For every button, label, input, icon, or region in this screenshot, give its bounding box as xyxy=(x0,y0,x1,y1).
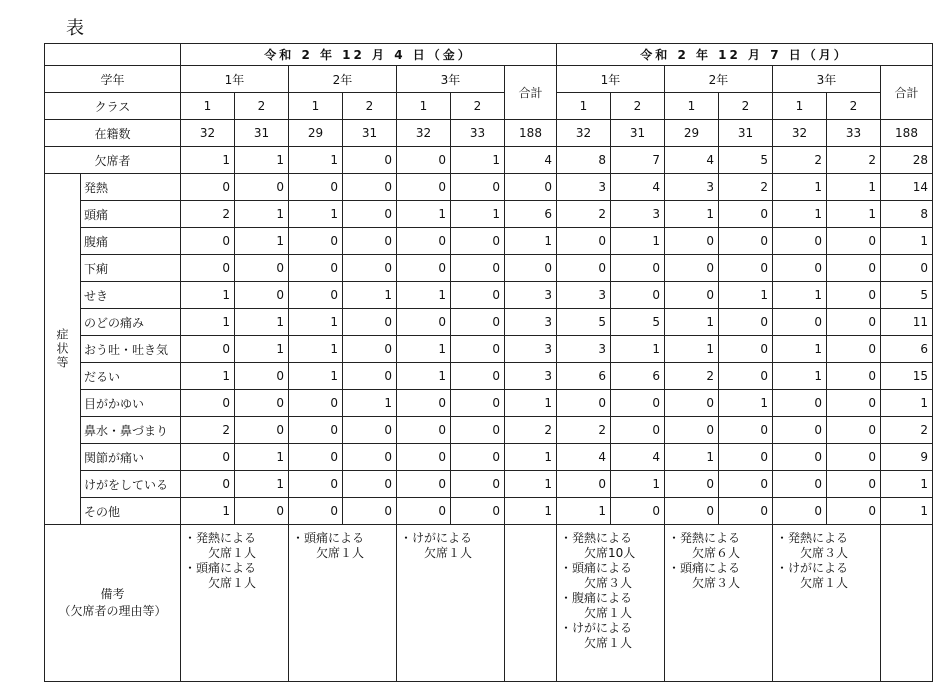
symptom-cell: 0 xyxy=(451,282,505,309)
symptom-cell: 3 xyxy=(665,174,719,201)
symptom-row xyxy=(45,255,933,282)
symptom-row xyxy=(45,444,933,471)
symptom-cell: 0 xyxy=(773,444,827,471)
symptom-cell: 3 xyxy=(557,336,611,363)
symptom-cell: 0 xyxy=(451,498,505,525)
symptom-total: 14 xyxy=(881,174,933,201)
symptom-cell: 2 xyxy=(665,363,719,390)
symptom-total: 2 xyxy=(505,417,557,444)
symptom-cell: 1 xyxy=(773,174,827,201)
symptom-cell: 0 xyxy=(451,309,505,336)
symptom-cell: 0 xyxy=(181,228,235,255)
symptom-cell: 5 xyxy=(557,309,611,336)
symptom-row xyxy=(45,174,933,201)
symptom-cell: 6 xyxy=(557,363,611,390)
enrollment-cell: 29 xyxy=(289,120,343,147)
symptom-row xyxy=(45,201,933,228)
symptom-cell: 0 xyxy=(343,255,397,282)
symptom-cell: 0 xyxy=(343,363,397,390)
class-cell: 2 xyxy=(827,93,881,120)
absent-cell: 2 xyxy=(773,147,827,174)
symptom-cell: 1 xyxy=(665,201,719,228)
symptom-cell: 0 xyxy=(397,255,451,282)
symptom-total: 1 xyxy=(881,228,933,255)
grade-row xyxy=(45,66,933,93)
symptom-cell: 0 xyxy=(719,498,773,525)
symptom-cell: 0 xyxy=(343,336,397,363)
date-day1: 令和 2 年 12 月 4 日（金） xyxy=(181,44,557,66)
grade-header: 1年 xyxy=(557,66,665,93)
symptom-cell: 0 xyxy=(665,255,719,282)
enrollment-total: 188 xyxy=(505,120,557,147)
symptom-cell: 0 xyxy=(665,390,719,417)
symptom-cell: 4 xyxy=(611,174,665,201)
symptom-cell: 0 xyxy=(773,255,827,282)
symptom-row xyxy=(45,309,933,336)
enrollment-cell: 32 xyxy=(557,120,611,147)
symptom-cell: 0 xyxy=(181,471,235,498)
symptom-cell: 1 xyxy=(397,201,451,228)
symptom-cell: 0 xyxy=(235,363,289,390)
class-cell: 1 xyxy=(665,93,719,120)
remark-cell: ・発熱による 欠席３人 ・けがによる 欠席１人 xyxy=(773,525,881,682)
symptom-cell: 0 xyxy=(397,471,451,498)
symptom-cell: 1 xyxy=(289,363,343,390)
symptom-cell: 0 xyxy=(343,201,397,228)
symptom-cell: 1 xyxy=(235,336,289,363)
symptom-cell: 0 xyxy=(827,309,881,336)
symptom-cell: 1 xyxy=(235,201,289,228)
remarks-label xyxy=(45,525,181,682)
symptom-cell: 3 xyxy=(557,282,611,309)
symptom-cell: 0 xyxy=(827,417,881,444)
symptom-cell: 0 xyxy=(397,417,451,444)
symptom-cell: 0 xyxy=(289,228,343,255)
symptom-cell: 0 xyxy=(611,255,665,282)
class-cell: 2 xyxy=(235,93,289,120)
symptom-cell: 2 xyxy=(557,417,611,444)
symptom-cell: 5 xyxy=(611,309,665,336)
symptom-cell: 0 xyxy=(719,309,773,336)
absent-cell: 2 xyxy=(827,147,881,174)
symptom-cell: 0 xyxy=(181,390,235,417)
symptom-cell: 0 xyxy=(289,498,343,525)
symptom-cell: 1 xyxy=(773,282,827,309)
symptom-cell: 0 xyxy=(557,255,611,282)
symptom-cell: 0 xyxy=(235,282,289,309)
symptom-cell: 0 xyxy=(665,282,719,309)
remark-cell: ・発熱による 欠席10人 ・頭痛による 欠席３人 ・腹痛による 欠席１人 ・けがによる 欠席１人 xyxy=(557,525,665,682)
symptom-cell: 0 xyxy=(719,363,773,390)
date-row xyxy=(45,44,933,66)
symptom-cell: 0 xyxy=(343,444,397,471)
symptom-cell: 1 xyxy=(611,228,665,255)
grade-header: 2年 xyxy=(289,66,397,93)
symptom-cell: 1 xyxy=(611,471,665,498)
class-row xyxy=(45,93,933,120)
symptom-cell: 1 xyxy=(397,336,451,363)
enrollment-cell: 32 xyxy=(181,120,235,147)
grade-header: 1年 xyxy=(181,66,289,93)
symptom-cell: 0 xyxy=(827,390,881,417)
symptom-cell: 0 xyxy=(289,255,343,282)
absent-label: 欠席者 xyxy=(45,147,181,174)
symptom-total: 3 xyxy=(505,282,557,309)
class-label: クラス xyxy=(45,93,181,120)
symptom-cell: 0 xyxy=(719,417,773,444)
symptom-cell: 0 xyxy=(181,444,235,471)
symptom-cell: 0 xyxy=(235,390,289,417)
symptom-cell: 1 xyxy=(289,201,343,228)
class-cell: 2 xyxy=(611,93,665,120)
symptom-cell: 1 xyxy=(181,309,235,336)
class-cell: 2 xyxy=(343,93,397,120)
symptom-cell: 1 xyxy=(235,471,289,498)
symptom-cell: 1 xyxy=(343,282,397,309)
symptom-cell: 0 xyxy=(557,228,611,255)
class-cell: 1 xyxy=(397,93,451,120)
symptom-cell: 0 xyxy=(773,309,827,336)
absent-cell: 8 xyxy=(557,147,611,174)
symptom-cell: 0 xyxy=(289,390,343,417)
enrollment-cell: 31 xyxy=(719,120,773,147)
absent-cell: 1 xyxy=(235,147,289,174)
enrollment-total: 188 xyxy=(881,120,933,147)
remark-cell xyxy=(505,525,557,682)
enrollment-cell: 29 xyxy=(665,120,719,147)
symptom-total: 1 xyxy=(505,228,557,255)
symptom-cell: 1 xyxy=(397,282,451,309)
symptom-cell: 1 xyxy=(773,201,827,228)
symptom-cell: 1 xyxy=(397,363,451,390)
symptom-cell: 0 xyxy=(611,417,665,444)
remark-cell: ・けがによる 欠席１人 xyxy=(397,525,505,682)
symptom-label: けがをしている xyxy=(81,471,181,498)
symptom-cell: 0 xyxy=(611,282,665,309)
symptom-total: 11 xyxy=(881,309,933,336)
symptom-total: 3 xyxy=(505,363,557,390)
symptom-cell: 0 xyxy=(773,498,827,525)
remark-cell: ・頭痛による 欠席１人 xyxy=(289,525,397,682)
symptom-total: 2 xyxy=(881,417,933,444)
symptom-cell: 0 xyxy=(235,174,289,201)
symptom-total: 0 xyxy=(505,255,557,282)
enrollment-cell: 33 xyxy=(827,120,881,147)
symptom-cell: 0 xyxy=(397,390,451,417)
symptom-total: 5 xyxy=(881,282,933,309)
symptom-cell: 0 xyxy=(343,417,397,444)
symptom-cell: 0 xyxy=(181,336,235,363)
symptom-cell: 3 xyxy=(557,174,611,201)
symptom-cell: 0 xyxy=(181,255,235,282)
symptom-total: 8 xyxy=(881,201,933,228)
symptom-cell: 0 xyxy=(665,471,719,498)
symptom-cell: 0 xyxy=(289,174,343,201)
grade-header: 3年 xyxy=(397,66,505,93)
date-day2: 令和 2 年 12 月 7 日（月） xyxy=(557,44,933,66)
symptom-label: 鼻水・鼻づまり xyxy=(81,417,181,444)
symptom-cell: 0 xyxy=(719,228,773,255)
symptom-cell: 0 xyxy=(611,390,665,417)
symptom-cell: 0 xyxy=(181,174,235,201)
symptom-cell: 0 xyxy=(827,498,881,525)
symptom-cell: 0 xyxy=(827,363,881,390)
symptom-cell: 2 xyxy=(181,417,235,444)
grade-label: 学年 xyxy=(45,66,181,93)
symptom-cell: 0 xyxy=(289,444,343,471)
symptom-cell: 1 xyxy=(827,201,881,228)
symptom-cell: 1 xyxy=(289,336,343,363)
symptom-label: 目がかゆい xyxy=(81,390,181,417)
symptom-cell: 2 xyxy=(719,174,773,201)
symptom-total: 3 xyxy=(505,309,557,336)
absent-cell: 0 xyxy=(397,147,451,174)
enrollment-cell: 33 xyxy=(451,120,505,147)
total-header: 合計 xyxy=(505,66,557,120)
symptom-label: せき xyxy=(81,282,181,309)
symptom-cell: 1 xyxy=(719,282,773,309)
symptom-cell: 0 xyxy=(235,255,289,282)
symptom-cell: 0 xyxy=(397,228,451,255)
symptom-cell: 0 xyxy=(665,417,719,444)
symptoms-group-label: 症状等 xyxy=(45,174,81,525)
symptom-cell: 0 xyxy=(451,174,505,201)
symptom-cell: 0 xyxy=(451,228,505,255)
absent-total: 28 xyxy=(881,147,933,174)
absent-cell: 1 xyxy=(181,147,235,174)
symptom-cell: 0 xyxy=(719,255,773,282)
symptom-label: のどの痛み xyxy=(81,309,181,336)
symptom-cell: 1 xyxy=(181,282,235,309)
enrollment-cell: 32 xyxy=(773,120,827,147)
symptom-cell: 0 xyxy=(235,498,289,525)
absence-table xyxy=(44,43,933,682)
symptom-cell: 0 xyxy=(397,444,451,471)
symptom-cell: 0 xyxy=(827,444,881,471)
symptom-cell: 4 xyxy=(557,444,611,471)
grade-header: 2年 xyxy=(665,66,773,93)
symptom-cell: 3 xyxy=(611,201,665,228)
class-cell: 1 xyxy=(181,93,235,120)
symptom-cell: 0 xyxy=(451,390,505,417)
symptom-cell: 2 xyxy=(181,201,235,228)
symptom-cell: 1 xyxy=(181,363,235,390)
symptom-cell: 0 xyxy=(827,336,881,363)
symptom-cell: 0 xyxy=(611,498,665,525)
symptom-cell: 0 xyxy=(827,228,881,255)
absent-cell: 1 xyxy=(451,147,505,174)
symptom-total: 1 xyxy=(505,471,557,498)
symptom-row xyxy=(45,390,933,417)
symptom-cell: 0 xyxy=(451,363,505,390)
symptom-total: 15 xyxy=(881,363,933,390)
symptom-label: 発熱 xyxy=(81,174,181,201)
symptom-cell: 0 xyxy=(451,255,505,282)
symptom-cell: 2 xyxy=(557,201,611,228)
symptom-cell: 1 xyxy=(181,498,235,525)
symptom-cell: 0 xyxy=(557,471,611,498)
symptom-total: 6 xyxy=(505,201,557,228)
symptom-cell: 0 xyxy=(665,498,719,525)
symptom-cell: 0 xyxy=(289,282,343,309)
symptom-row xyxy=(45,282,933,309)
symptom-cell: 1 xyxy=(665,444,719,471)
symptom-cell: 0 xyxy=(719,336,773,363)
symptom-cell: 0 xyxy=(827,255,881,282)
absent-cell: 7 xyxy=(611,147,665,174)
symptom-total: 1 xyxy=(881,471,933,498)
symptom-cell: 1 xyxy=(557,498,611,525)
symptom-cell: 0 xyxy=(451,444,505,471)
symptom-cell: 1 xyxy=(235,444,289,471)
symptom-cell: 0 xyxy=(397,498,451,525)
symptom-cell: 1 xyxy=(611,336,665,363)
symptom-total: 9 xyxy=(881,444,933,471)
symptom-cell: 0 xyxy=(235,417,289,444)
symptom-cell: 1 xyxy=(719,390,773,417)
symptom-cell: 0 xyxy=(289,471,343,498)
symptom-cell: 0 xyxy=(719,471,773,498)
absent-cell: 1 xyxy=(289,147,343,174)
symptom-cell: 0 xyxy=(773,390,827,417)
symptom-cell: 0 xyxy=(827,471,881,498)
symptom-label: 関節が痛い xyxy=(81,444,181,471)
symptom-cell: 0 xyxy=(343,309,397,336)
symptom-cell: 0 xyxy=(289,417,343,444)
symptom-cell: 6 xyxy=(611,363,665,390)
symptom-cell: 0 xyxy=(343,174,397,201)
symptom-total: 6 xyxy=(881,336,933,363)
enrollment-cell: 31 xyxy=(343,120,397,147)
remarks-subtitle: （欠席者の理由等） xyxy=(58,604,167,618)
absent-cell: 4 xyxy=(665,147,719,174)
symptom-row xyxy=(45,498,933,525)
symptom-total: 0 xyxy=(505,174,557,201)
class-cell: 1 xyxy=(557,93,611,120)
enrollment-cell: 31 xyxy=(235,120,289,147)
symptom-cell: 1 xyxy=(773,363,827,390)
symptom-cell: 0 xyxy=(451,336,505,363)
symptom-cell: 0 xyxy=(773,471,827,498)
symptom-cell: 1 xyxy=(665,309,719,336)
class-cell: 1 xyxy=(289,93,343,120)
symptom-cell: 1 xyxy=(235,228,289,255)
symptom-cell: 0 xyxy=(451,471,505,498)
symptom-label: 腹痛 xyxy=(81,228,181,255)
symptom-cell: 1 xyxy=(343,390,397,417)
remarks-row xyxy=(45,525,933,682)
symptom-label: 下痢 xyxy=(81,255,181,282)
symptom-label: だるい xyxy=(81,363,181,390)
remark-cell: ・発熱による 欠席６人 ・頭痛による 欠席３人 xyxy=(665,525,773,682)
symptom-cell: 0 xyxy=(343,471,397,498)
symptom-cell: 0 xyxy=(397,309,451,336)
symptom-cell: 0 xyxy=(773,228,827,255)
symptom-total: 1 xyxy=(881,498,933,525)
grade-header: 3年 xyxy=(773,66,881,93)
symptom-cell: 4 xyxy=(611,444,665,471)
symptom-cell: 1 xyxy=(451,201,505,228)
symptom-cell: 0 xyxy=(719,444,773,471)
class-cell: 2 xyxy=(719,93,773,120)
symptom-cell: 0 xyxy=(343,498,397,525)
symptom-label: おう吐・吐き気 xyxy=(81,336,181,363)
symptom-cell: 0 xyxy=(451,417,505,444)
symptom-total: 0 xyxy=(881,255,933,282)
symptom-cell: 0 xyxy=(343,228,397,255)
symptom-total: 3 xyxy=(505,336,557,363)
symptom-row xyxy=(45,417,933,444)
enrollment-cell: 31 xyxy=(611,120,665,147)
absent-total: 4 xyxy=(505,147,557,174)
enrollment-cell: 32 xyxy=(397,120,451,147)
symptom-label: 頭痛 xyxy=(81,201,181,228)
symptom-cell: 0 xyxy=(827,282,881,309)
symptom-row xyxy=(45,228,933,255)
symptom-cell: 1 xyxy=(827,174,881,201)
symptom-total: 1 xyxy=(505,444,557,471)
symptom-label: その他 xyxy=(81,498,181,525)
enrollment-label: 在籍数 xyxy=(45,120,181,147)
symptom-cell: 0 xyxy=(397,174,451,201)
remark-cell: ・発熱による 欠席１人 ・頭痛による 欠席１人 xyxy=(181,525,289,682)
symptom-cell: 0 xyxy=(557,390,611,417)
symptom-cell: 1 xyxy=(289,309,343,336)
symptom-cell: 0 xyxy=(773,417,827,444)
symptom-row xyxy=(45,471,933,498)
symptom-cell: 1 xyxy=(773,336,827,363)
absent-cell: 5 xyxy=(719,147,773,174)
symptom-cell: 1 xyxy=(665,336,719,363)
symptom-total: 1 xyxy=(881,390,933,417)
total-header: 合計 xyxy=(881,66,933,120)
symptom-row xyxy=(45,336,933,363)
absent-row xyxy=(45,147,933,174)
remarks-title: 備考 xyxy=(100,587,125,601)
symptom-cell: 0 xyxy=(719,201,773,228)
symptom-row xyxy=(45,363,933,390)
enrollment-row xyxy=(45,120,933,147)
remark-cell xyxy=(881,525,933,682)
class-cell: 2 xyxy=(451,93,505,120)
symptom-total: 1 xyxy=(505,498,557,525)
symptom-total: 1 xyxy=(505,390,557,417)
table-caption: 表 xyxy=(66,18,84,39)
class-cell: 1 xyxy=(773,93,827,120)
symptom-cell: 0 xyxy=(665,228,719,255)
absent-cell: 0 xyxy=(343,147,397,174)
symptom-cell: 1 xyxy=(235,309,289,336)
